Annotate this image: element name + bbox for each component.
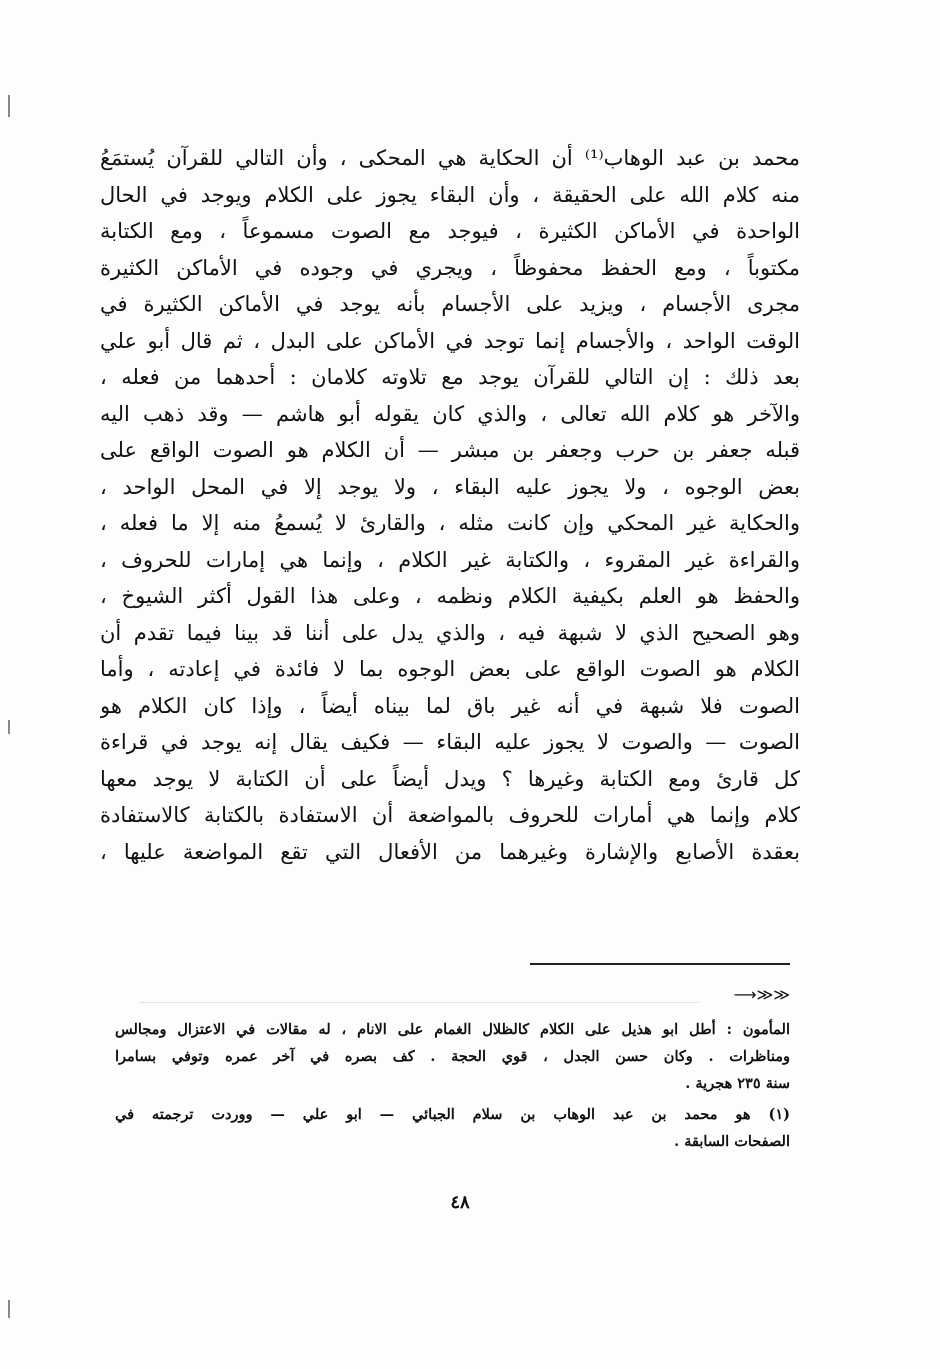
text-line: قبله جعفر بن حرب وجعفر بن مبشر — أن الكلام هو الصوت الواقع على bbox=[100, 438, 800, 462]
footnote-line: سنة ٢٣٥ هجرية . bbox=[685, 1075, 790, 1092]
arrow-icon: ⟶≫≫ bbox=[733, 985, 790, 1004]
footnote-line: الصفحات السابقة . bbox=[674, 1133, 790, 1150]
footnote-line: (١) هو محمد بن عبد الوهاب بن سلام الجبائي — ابو علي — ووردت ترجمته في bbox=[115, 1106, 790, 1123]
footnote-line: ومناظرات . وكان حسن الجدل ، قوي الحجة . كف بصره في آخر عمره وتوفي بسامرا bbox=[115, 1048, 790, 1065]
text-line: الكلام هو الصوت الواقع على بعض الوجوه بما لا فائدة في إعادته ، وأما bbox=[100, 657, 800, 681]
scan-edge-mark bbox=[8, 720, 10, 734]
footnote-line: المأمون : أطل ابو هذيل على الكلام كالظلال الغمام على الانام ، له مقالات في الاعتزال ومجالس bbox=[115, 1021, 790, 1038]
scan-edge-mark bbox=[8, 1300, 10, 1318]
text-line: منه كلام الله على الحقيقة ، وأن البقاء يجوز على الكلام ويوجد في الحال bbox=[100, 182, 800, 207]
text-line: بعقدة الأصابع والإشارة وغيرهما من الأفعال التي تقع المواضعة عليها ، bbox=[100, 839, 800, 864]
footnotes-block bbox=[115, 1016, 790, 1155]
text-line: كلام وإنما هي أمارات للحروف بالمواضعة أن الاستفادة بالكتابة كالاستفادة bbox=[100, 803, 800, 827]
text-line: كل قارئ ومع الكتابة وغيرها ؟ ويدل أيضاً على أن الكتابة لا يوجد معها bbox=[100, 766, 800, 791]
text-line: وهو الصحيح الذي لا شبهة فيه ، والذي يدل على أننا قد بينا فيما تقدم أن bbox=[100, 620, 800, 645]
text-line: بعض الوجوه ، ولا يجوز عليه البقاء ، ولا يوجد إلا في المحل الواحد ، bbox=[100, 474, 800, 499]
main-text-block bbox=[100, 140, 800, 870]
footnote-separator bbox=[530, 963, 790, 965]
scan-edge-mark bbox=[8, 95, 10, 117]
text-line: الصوت فلا شبهة في أنه غير باق لما بيناه أيضاً ، وإذا كان الكلام هو bbox=[100, 693, 800, 718]
text-line: مكتوباً ، ومع الحفظ محفوظاً ، ويجري في وجوده في الأماكن الكثيرة bbox=[100, 255, 800, 280]
text-line: بعد ذلك : إن التالي للقرآن يوجد مع تلاوته كلامان : أحدهما من فعله ، bbox=[100, 365, 800, 389]
text-line: الواحدة في الأماكن الكثيرة ، فيوجد مع الصوت مسموعاً ، ومع الكتابة bbox=[100, 219, 800, 243]
text-line: الصوت — والصوت لا يجوز عليه البقاء — فكيف يقال إنه يوجد في قراءة bbox=[100, 730, 800, 754]
text-line: محمد بن عبد الوهاب⁽¹⁾ أن الحكاية هي المحكى ، وأن التالي للقرآن يُستمَعُ bbox=[100, 146, 800, 170]
text-line: والآخر هو كلام الله تعالى ، والذي كان يقوله أبو هاشم — وقد ذهب اليه bbox=[100, 401, 800, 426]
text-line: والحفظ هو العلم بكيفية الكلام ونظمه ، وعلى هذا القول أكثر الشيوخ ، bbox=[100, 584, 800, 608]
text-line: مجرى الأجسام ، ويزيد على الأجسام بأنه يوجد في الأماكن الكثيرة في bbox=[100, 292, 800, 316]
page-number: ٤٨ bbox=[450, 1192, 470, 1213]
text-line: والحكاية غير المحكي وإن كانت مثله ، والقارئ لا يُسمعُ منه إلا ما فعله ، bbox=[100, 511, 800, 535]
text-line: الوقت الواحد ، والأجسام إنما توجد في الأماكن على البدل ، ثم قال أبو علي bbox=[100, 328, 800, 353]
bleed-through-mark bbox=[140, 988, 700, 1003]
text-line: والقراءة غير المقروء ، والكتابة غير الكلام ، وإنما هي إمارات للحروف ، bbox=[100, 547, 800, 572]
